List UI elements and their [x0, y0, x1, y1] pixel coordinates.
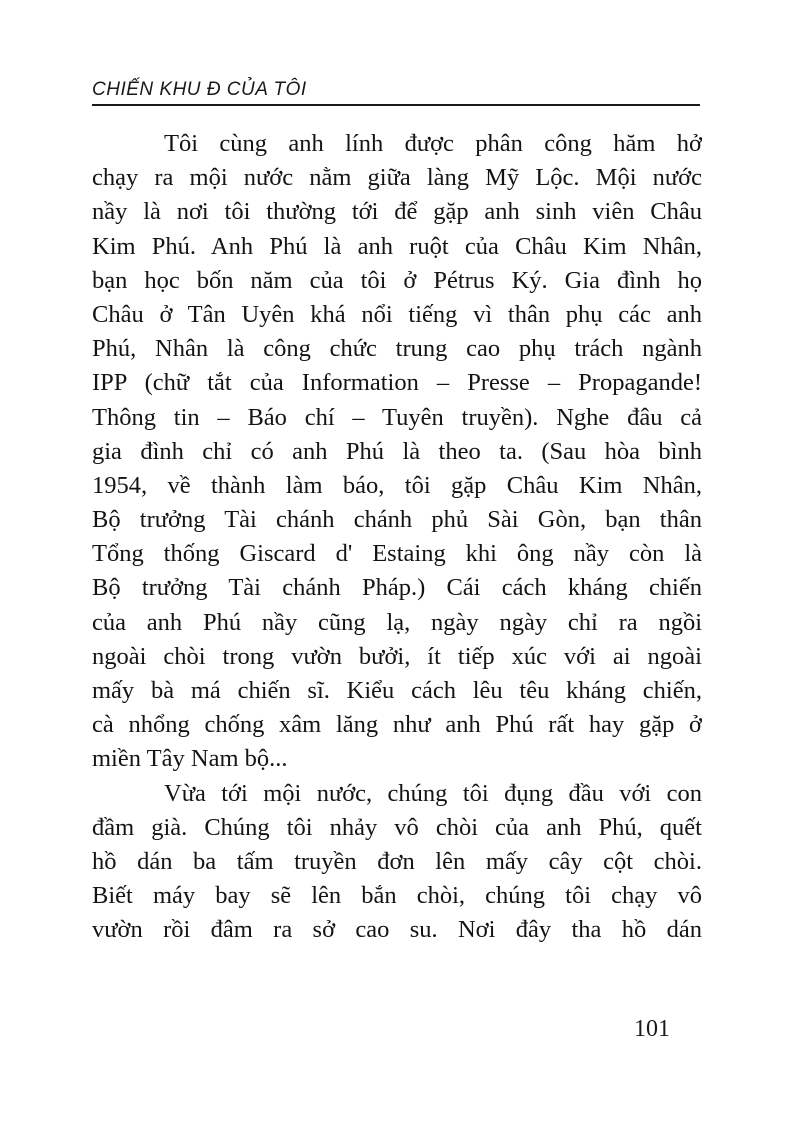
text-line: Châu ở Tân Uyên khá nổi tiếng vì thân phụ các anh	[92, 300, 702, 328]
text-line: Thông tin – Báo chí – Tuyên truyền). Nghe đâu cả	[92, 403, 702, 431]
text-line: chạy ra mội nước nằm giữa làng Mỹ Lộc. Mội nước	[92, 164, 702, 192]
text-line: ngoài chòi trong vườn bưởi, ít tiếp xúc với ai ngoài	[92, 642, 702, 670]
text-line: cà nhổng chống xâm lăng như anh Phú rất hay gặp ở	[92, 711, 702, 739]
text-line: đầm già. Chúng tôi nhảy vô chòi của anh Phú, quết	[92, 813, 702, 841]
text-line: Vừa tới mội nước, chúng tôi đụng đầu với con	[164, 779, 702, 807]
chapter-title: CHIẾN KHU Đ CỦA TÔI	[92, 79, 307, 100]
running-header	[92, 74, 700, 106]
text-line: Phú, Nhân là công chức trung cao phụ trách ngành	[92, 335, 702, 363]
text-line: Tôi cùng anh lính được phân công hăm hở	[164, 130, 702, 157]
text-line: của anh Phú nầy cũng lạ, ngày ngày chỉ ra ngồi	[92, 608, 702, 636]
text-line: bạn học bốn năm của tôi ở Pétrus Ký. Gia đình họ	[92, 266, 702, 294]
body-text	[92, 127, 702, 948]
text-line: Bộ trưởng Tài chánh Pháp.) Cái cách kháng chiến	[92, 574, 702, 602]
text-line: miền Tây Nam bộ...	[92, 745, 288, 773]
text-line: Tổng thống Giscard d' Estaing khi ông nầy còn là	[92, 540, 702, 568]
page-number: 101	[634, 1016, 670, 1042]
text-line: hồ dán ba tấm truyền đơn lên mấy cây cột chòi.	[92, 847, 702, 875]
text-line: 1954, về thành làm báo, tôi gặp Châu Kim Nhân,	[92, 471, 702, 499]
text-line: Biết máy bay sẽ lên bắn chòi, chúng tôi chạy vô	[92, 882, 702, 910]
text-line: vườn rồi đâm ra sở cao su. Nơi đây tha hồ dán	[92, 916, 702, 944]
text-line: Kim Phú. Anh Phú là anh ruột của Châu Kim Nhân,	[92, 232, 702, 260]
text-line: nầy là nơi tôi thường tới để gặp anh sinh viên Châu	[92, 198, 702, 226]
text-line: gia đình chỉ có anh Phú là theo ta. (Sau hòa bình	[92, 437, 702, 465]
text-line: Bộ trưởng Tài chánh chánh phủ Sài Gòn, bạn thân	[92, 506, 702, 534]
text-line: IPP (chữ tắt của Information – Presse – Propagande!	[92, 369, 702, 397]
text-line: mấy bà má chiến sĩ. Kiểu cách lêu têu kháng chiến,	[92, 677, 702, 704]
